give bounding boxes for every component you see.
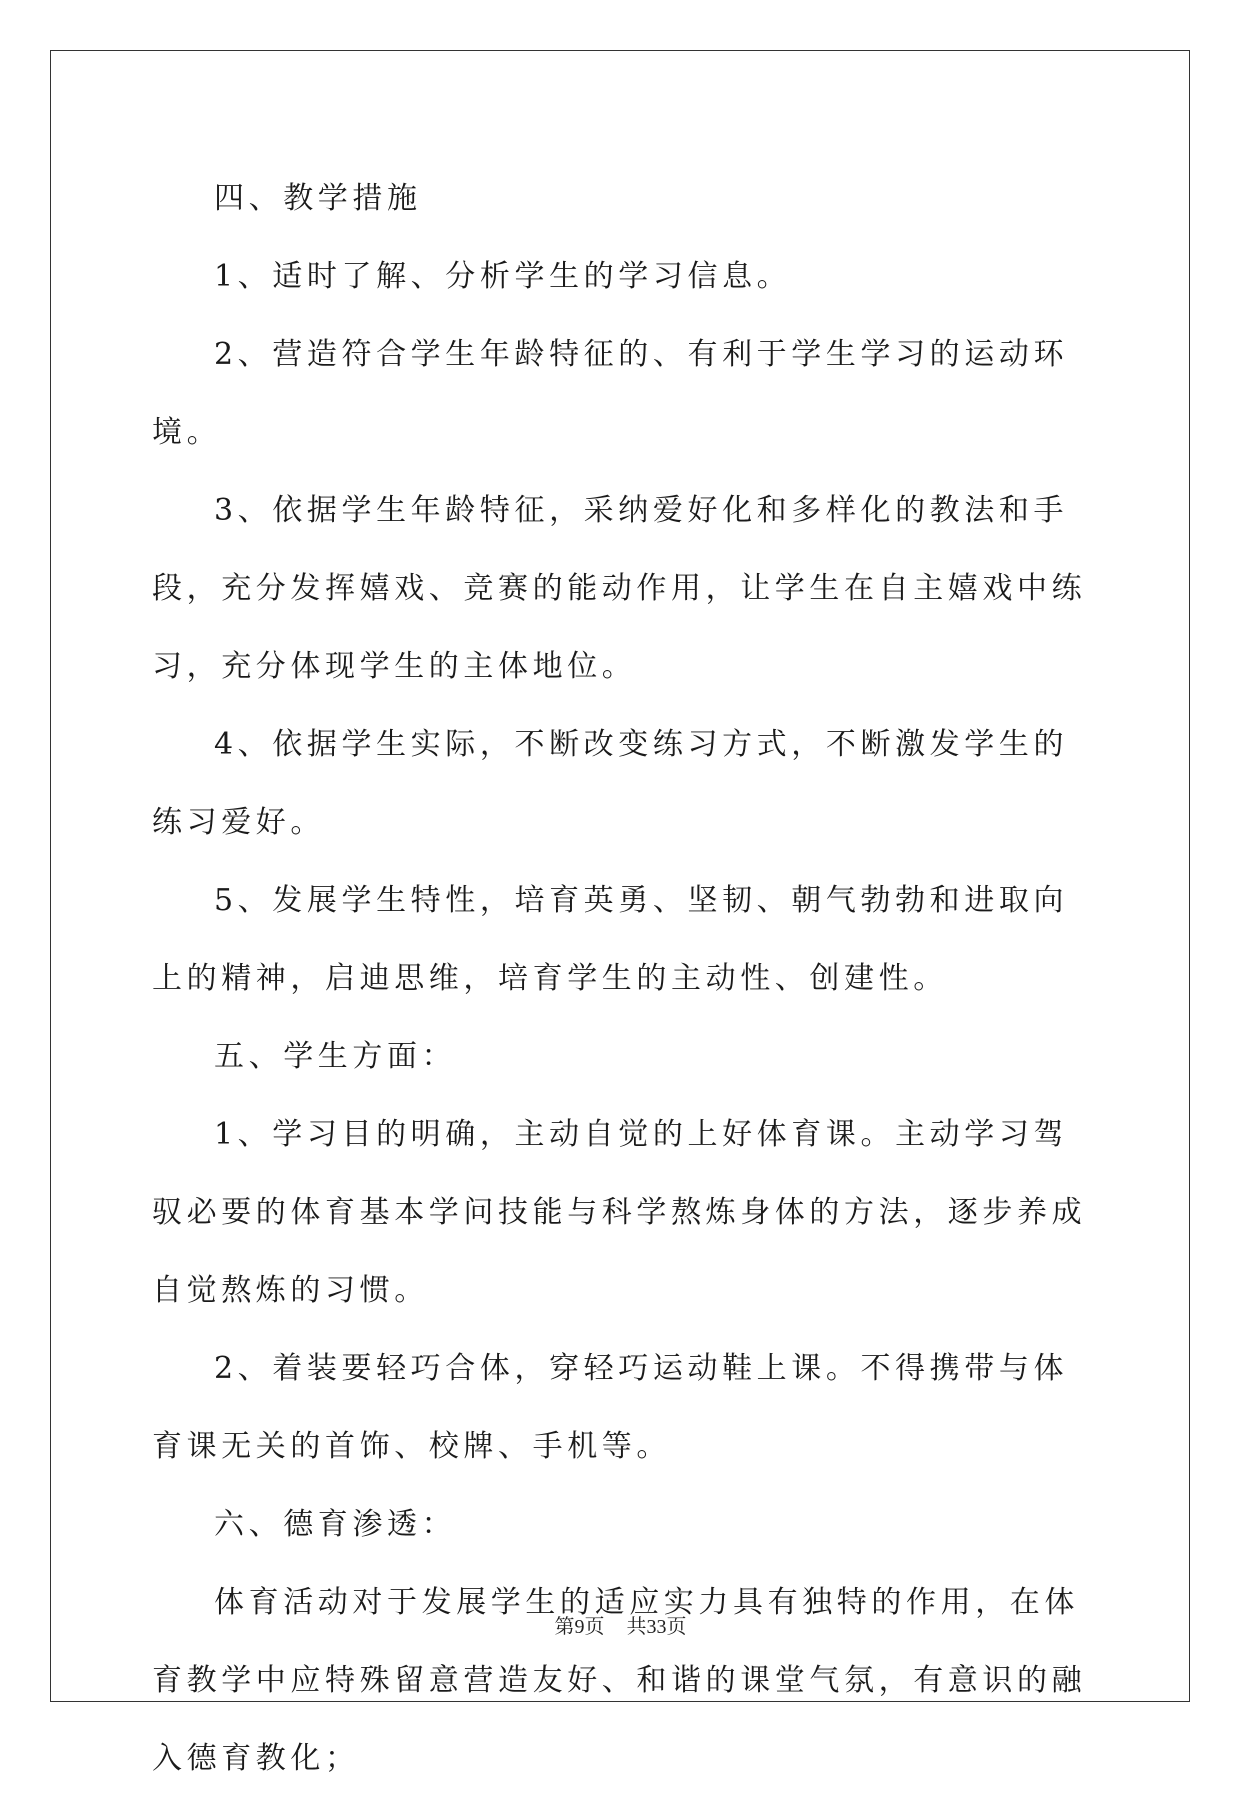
paragraph: 六、德育渗透：	[214, 1507, 457, 1542]
total-pages-label: 共33页	[626, 1616, 687, 1638]
page-footer	[0, 1610, 1241, 1639]
paragraph: 5、发展学生特性，培育英勇、坚韧、朝气勃勃和进取向上的精神，启迪思维，培育学生的主动性、创建性。	[152, 883, 1069, 996]
paragraph: 1、学习目的明确，主动自觉的上好体育课。主动学习驾驭必要的体育基本学问技能与科学熬炼身体的方法，逐步养成自觉熬炼的习惯。	[152, 1117, 1087, 1308]
paragraph: 4、依据学生实际，不断改变练习方式，不断激发学生的练习爱好。	[152, 727, 1069, 840]
paragraph: 3、依据学生年龄特征，采纳爱好化和多样化的教法和手段，充分发挥嬉戏、竞赛的能动作用，让学生在自主嬉戏中练习，充分体现学生的主体地位。	[152, 493, 1087, 684]
paragraph: 体育活动对于发展学生的适应实力具有独特的作用，在体育教学中应特殊留意营造友好、和谐的课堂气氛，有意识的融入德育教化；	[152, 1585, 1087, 1776]
paragraph: 五、学生方面：	[214, 1039, 457, 1074]
current-page-label: 第9页	[554, 1616, 605, 1638]
document-body	[152, 160, 1092, 1798]
paragraph: 2、营造符合学生年龄特征的、有利于学生学习的运动环境。	[152, 337, 1069, 450]
paragraph: 1、适时了解、分析学生的学习信息。	[214, 259, 792, 294]
paragraph: 2、着装要轻巧合体，穿轻巧运动鞋上课。不得携带与体育课无关的首饰、校牌、手机等。	[152, 1351, 1069, 1464]
paragraph: 四、教学措施	[214, 181, 422, 216]
